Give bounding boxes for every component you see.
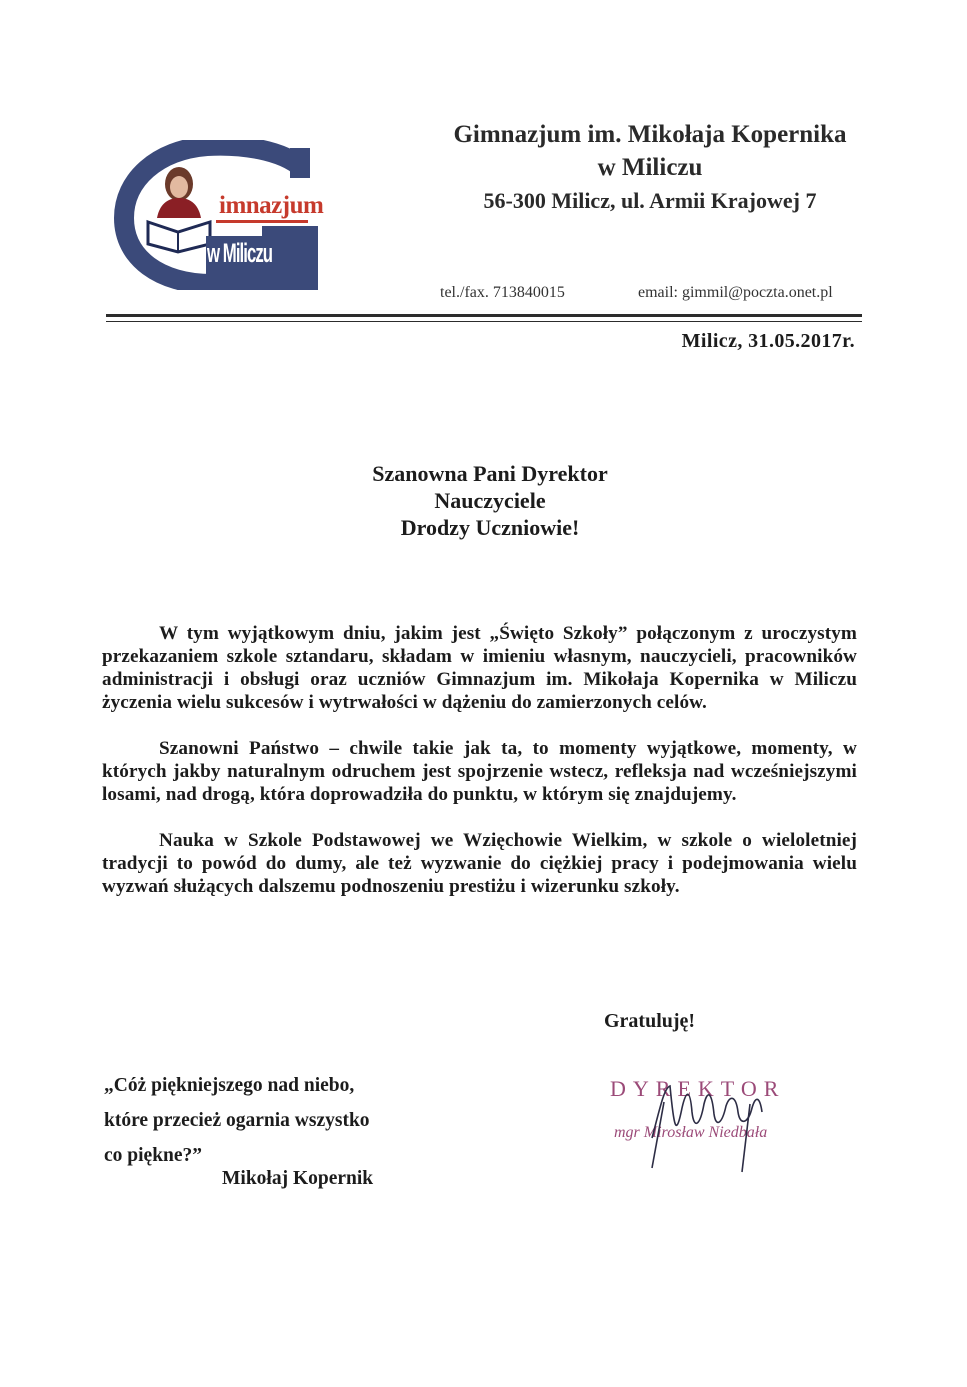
handwritten-signature <box>630 1068 790 1178</box>
logo-text-gimnazjum: imnazjum <box>219 192 324 219</box>
school-header <box>400 118 900 216</box>
logo-text-miliczu: w Miliczu <box>207 238 273 268</box>
quote <box>104 1068 464 1173</box>
quote-author: Mikołaj Kopernik <box>222 1168 374 1189</box>
stamp-title: DYREKTOR <box>610 1076 786 1101</box>
quote-line: „Cóż piękniejszego nad niebo, <box>104 1075 355 1096</box>
school-city: w Miliczu <box>597 154 703 181</box>
phone-fax: tel./fax. 713840015 <box>440 284 565 301</box>
school-logo <box>112 140 332 290</box>
salutation-line: Drodzy Uczniowie! <box>400 515 580 540</box>
closing-congratulations: Gratuluję! <box>604 1010 696 1032</box>
body-paragraph: Szanowni Państwo – chwile takie jak ta, to momenty wyjątkowe, momenty, w których jakby naturalnym odruchem jest spojrzenie wstecz, refleksja nad wcześniejszymi losami, nad drogą, która doprowadziła do punktu, w którym się znajdujemy. <box>102 738 857 805</box>
school-name: Gimnazjum im. Mikołaja Kopernika <box>453 121 847 148</box>
header-divider-thin <box>106 321 862 322</box>
salutation-line: Szanowna Pani Dyrektor <box>372 461 608 486</box>
body-paragraph: Nauka w Szkole Podstawowej we Wzięchowie Wielkim, w szkole o wieloletniej tradycji to powód do dumy, ale też wyzwanie do ciężkiej pracy i podejmowania wielu wyzwań służących dalszemu podnoszeniu prestiżu i wizerunku szkoły. <box>102 830 857 897</box>
letter-date: Milicz, 31.05.2017r. <box>681 330 855 352</box>
quote-line: co piękne?” <box>104 1145 203 1166</box>
header-divider-thick <box>106 314 862 317</box>
salutation-line: Nauczyciele <box>434 488 546 513</box>
school-address: 56-300 Milicz, ul. Armii Krajowej 7 <box>483 188 817 213</box>
stamp-name: mgr Mirosław Niedbała <box>614 1124 768 1141</box>
body-paragraph: W tym wyjątkowym dniu, jakim jest „Święto Szkoły” połączonym z uroczystym przekazaniem szkole sztandaru, składam w imieniu własnym, nauczycieli, pracowników administracji i obsługi oraz uczniów Gimnazjum im. Mikołaja Kopernika w Miliczu życzenia wielu sukcesów i wytrwałości w dążeniu do zamierzonych celów. <box>102 623 857 713</box>
email-address: email: gimmil@poczta.onet.pl <box>638 284 833 301</box>
salutation <box>250 460 730 541</box>
letter-body <box>102 622 857 921</box>
quote-line: które przecież ogarnia wszystko <box>104 1110 370 1131</box>
